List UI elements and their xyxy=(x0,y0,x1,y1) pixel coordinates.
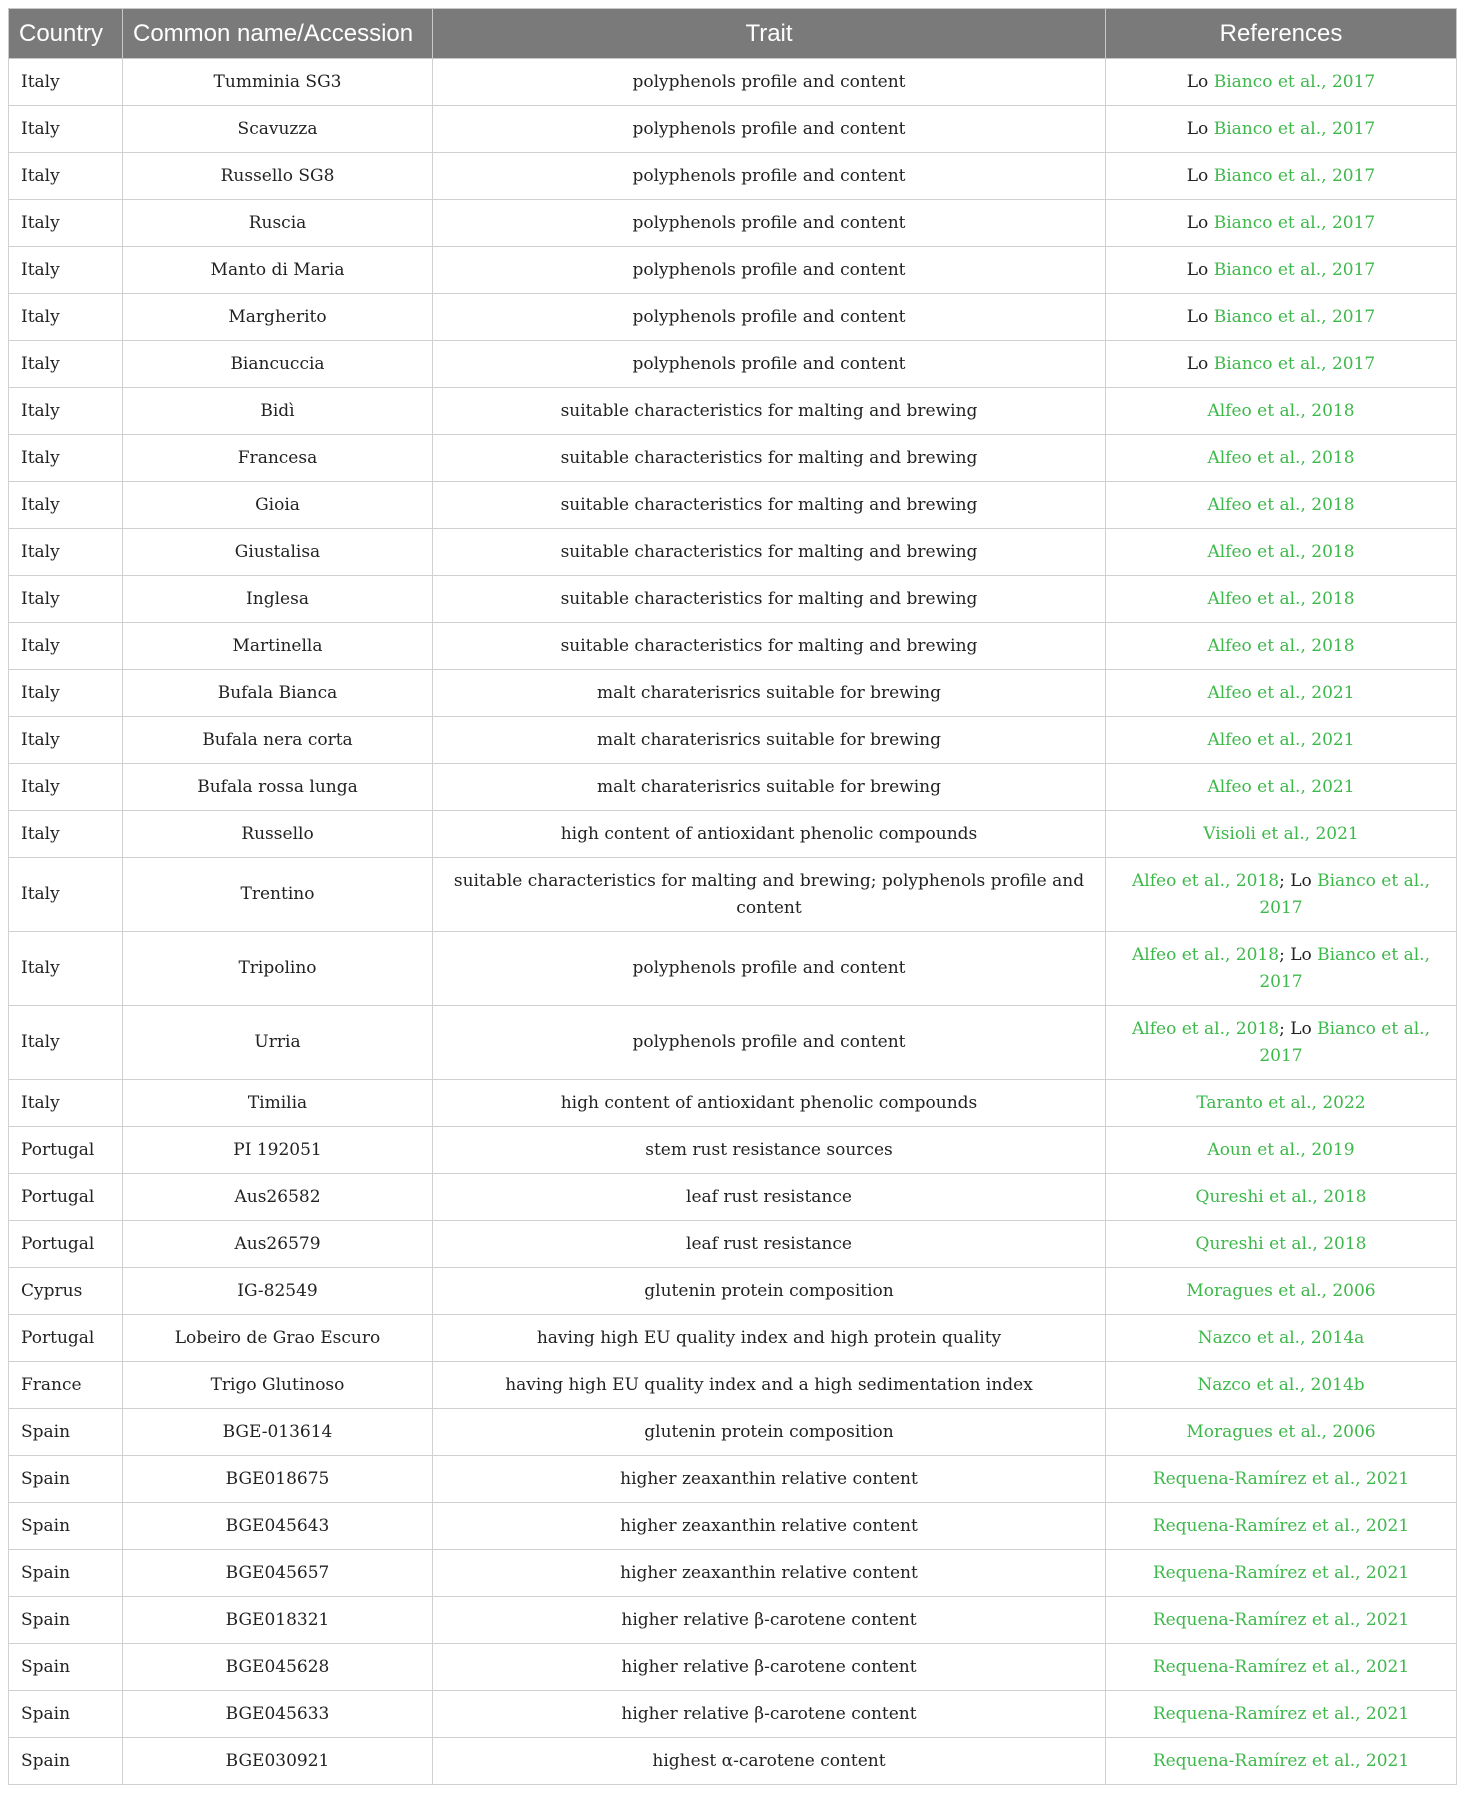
reference-link[interactable]: Bianco et al., 2017 xyxy=(1213,306,1376,327)
references-cell xyxy=(1106,1503,1457,1550)
accession-cell: Biancuccia xyxy=(123,341,433,388)
accession-cell: Timilia xyxy=(123,1080,433,1127)
country-cell: Italy xyxy=(9,717,123,764)
references-cell xyxy=(1106,1006,1457,1080)
accession-cell: Martinella xyxy=(123,623,433,670)
trait-cell: higher relative β-carotene content xyxy=(433,1644,1106,1691)
country-cell: Italy xyxy=(9,576,123,623)
table-row xyxy=(9,388,1457,435)
references-cell xyxy=(1106,388,1457,435)
country-cell: Portugal xyxy=(9,1315,123,1362)
trait-cell: glutenin protein composition xyxy=(433,1409,1106,1456)
reference-text: Lo xyxy=(1186,353,1214,374)
country-cell: Italy xyxy=(9,811,123,858)
table-container xyxy=(8,8,1456,1785)
country-cell: Italy xyxy=(9,529,123,576)
references-cell xyxy=(1106,529,1457,576)
reference-text: Lo xyxy=(1186,118,1214,139)
reference-link[interactable]: Alfeo et al., 2018 xyxy=(1207,400,1355,421)
trait-cell: highest α-carotene content xyxy=(433,1738,1106,1785)
country-cell: Spain xyxy=(9,1691,123,1738)
accession-cell: Giustalisa xyxy=(123,529,433,576)
table-row xyxy=(9,1738,1457,1785)
country-cell: Italy xyxy=(9,858,123,932)
table-row xyxy=(9,341,1457,388)
country-cell: Italy xyxy=(9,670,123,717)
references-cell xyxy=(1106,1080,1457,1127)
reference-text: ; Lo xyxy=(1279,1018,1318,1039)
table-row xyxy=(9,811,1457,858)
references-cell xyxy=(1106,482,1457,529)
trait-cell: higher zeaxanthin relative content xyxy=(433,1503,1106,1550)
country-cell: Italy xyxy=(9,153,123,200)
references-cell xyxy=(1106,1174,1457,1221)
accession-cell: BGE018675 xyxy=(123,1456,433,1503)
trait-cell: suitable characteristics for malting and brewing; polyphenols profile and content xyxy=(433,858,1106,932)
reference-link[interactable]: Alfeo et al., 2018 xyxy=(1207,447,1355,468)
references-cell xyxy=(1106,1409,1457,1456)
table-row xyxy=(9,200,1457,247)
country-cell: Italy xyxy=(9,247,123,294)
reference-link[interactable]: Bianco et al., 2017 xyxy=(1259,1018,1430,1066)
references-cell xyxy=(1106,341,1457,388)
trait-cell: suitable characteristics for malting and brewing xyxy=(433,576,1106,623)
trait-cell: higher zeaxanthin relative content xyxy=(433,1456,1106,1503)
references-cell xyxy=(1106,811,1457,858)
country-cell: Italy xyxy=(9,482,123,529)
country-cell: Italy xyxy=(9,623,123,670)
accession-cell: BGE045633 xyxy=(123,1691,433,1738)
reference-link[interactable]: Nazco et al., 2014b xyxy=(1197,1374,1365,1395)
accession-cell: Bidì xyxy=(123,388,433,435)
data-table xyxy=(8,8,1457,1785)
country-cell: Italy xyxy=(9,1080,123,1127)
accession-cell: Bufala rossa lunga xyxy=(123,764,433,811)
country-cell: Spain xyxy=(9,1644,123,1691)
country-cell: Italy xyxy=(9,106,123,153)
header-country: Country xyxy=(9,9,123,59)
references-cell xyxy=(1106,435,1457,482)
table-row xyxy=(9,623,1457,670)
reference-link[interactable]: Requena-Ramírez et al., 2021 xyxy=(1152,1562,1410,1583)
table-row xyxy=(9,670,1457,717)
references-cell xyxy=(1106,1268,1457,1315)
accession-cell: Lobeiro de Grao Escuro xyxy=(123,1315,433,1362)
reference-link[interactable]: Aoun et al., 2019 xyxy=(1207,1139,1355,1160)
reference-link[interactable]: Nazco et al., 2014a xyxy=(1197,1327,1365,1348)
accession-cell: Gioia xyxy=(123,482,433,529)
reference-link[interactable]: Alfeo et al., 2018 xyxy=(1132,1018,1280,1039)
country-cell: Spain xyxy=(9,1456,123,1503)
trait-cell: suitable characteristics for malting and brewing xyxy=(433,623,1106,670)
accession-cell: Bufala Bianca xyxy=(123,670,433,717)
reference-link[interactable]: Alfeo et al., 2021 xyxy=(1207,682,1355,703)
table-row xyxy=(9,1080,1457,1127)
accession-cell: PI 192051 xyxy=(123,1127,433,1174)
reference-link[interactable]: Alfeo et al., 2018 xyxy=(1207,635,1355,656)
country-cell: Portugal xyxy=(9,1127,123,1174)
accession-cell: Urria xyxy=(123,1006,433,1080)
table-row xyxy=(9,1409,1457,1456)
country-cell: Italy xyxy=(9,1006,123,1080)
trait-cell: polyphenols profile and content xyxy=(433,106,1106,153)
references-cell xyxy=(1106,1127,1457,1174)
table-header xyxy=(9,9,1457,59)
accession-cell: BGE045657 xyxy=(123,1550,433,1597)
reference-link[interactable]: Bianco et al., 2017 xyxy=(1213,259,1376,280)
references-cell xyxy=(1106,1221,1457,1268)
table-row xyxy=(9,1006,1457,1080)
reference-link[interactable]: Requena-Ramírez et al., 2021 xyxy=(1152,1656,1410,1677)
references-cell xyxy=(1106,1362,1457,1409)
reference-link[interactable]: Alfeo et al., 2018 xyxy=(1207,494,1355,515)
accession-cell: Francesa xyxy=(123,435,433,482)
references-cell xyxy=(1106,717,1457,764)
table-row xyxy=(9,482,1457,529)
trait-cell: polyphenols profile and content xyxy=(433,59,1106,106)
accession-cell: Scavuzza xyxy=(123,106,433,153)
trait-cell: suitable characteristics for malting and brewing xyxy=(433,482,1106,529)
table-row xyxy=(9,1456,1457,1503)
table-row xyxy=(9,1221,1457,1268)
table-row xyxy=(9,717,1457,764)
table-row xyxy=(9,764,1457,811)
trait-cell: malt charaterisrics suitable for brewing xyxy=(433,764,1106,811)
header-accession: Common name/Accession xyxy=(123,9,433,59)
trait-cell: high content of antioxidant phenolic compounds xyxy=(433,1080,1106,1127)
reference-text: Lo xyxy=(1186,212,1214,233)
reference-link[interactable]: Visioli et al., 2021 xyxy=(1203,823,1359,844)
table-row xyxy=(9,932,1457,1006)
country-cell: Portugal xyxy=(9,1174,123,1221)
references-cell xyxy=(1106,153,1457,200)
accession-cell: Bufala nera corta xyxy=(123,717,433,764)
country-cell: Spain xyxy=(9,1597,123,1644)
references-cell xyxy=(1106,858,1457,932)
table-row xyxy=(9,1644,1457,1691)
references-cell xyxy=(1106,1691,1457,1738)
reference-link[interactable]: Requena-Ramírez et al., 2021 xyxy=(1152,1750,1410,1771)
header-row xyxy=(9,9,1457,59)
reference-link[interactable]: Alfeo et al., 2021 xyxy=(1207,776,1355,797)
trait-cell: polyphenols profile and content xyxy=(433,932,1106,1006)
trait-cell: polyphenols profile and content xyxy=(433,341,1106,388)
table-row xyxy=(9,247,1457,294)
accession-cell: Aus26579 xyxy=(123,1221,433,1268)
trait-cell: higher relative β-carotene content xyxy=(433,1597,1106,1644)
reference-link[interactable]: Bianco et al., 2017 xyxy=(1259,944,1430,992)
references-cell xyxy=(1106,670,1457,717)
table-row xyxy=(9,106,1457,153)
table-row xyxy=(9,1127,1457,1174)
reference-link[interactable]: Bianco et al., 2017 xyxy=(1213,71,1376,92)
reference-link[interactable]: Requena-Ramírez et al., 2021 xyxy=(1152,1468,1410,1489)
country-cell: Italy xyxy=(9,59,123,106)
reference-link[interactable]: Alfeo et al., 2018 xyxy=(1207,541,1355,562)
reference-text: Lo xyxy=(1186,259,1214,280)
country-cell: Italy xyxy=(9,764,123,811)
references-cell xyxy=(1106,106,1457,153)
country-cell: Italy xyxy=(9,200,123,247)
table-row xyxy=(9,294,1457,341)
trait-cell: polyphenols profile and content xyxy=(433,1006,1106,1080)
reference-link[interactable]: Bianco et al., 2017 xyxy=(1213,118,1376,139)
table-row xyxy=(9,1503,1457,1550)
country-cell: Spain xyxy=(9,1409,123,1456)
references-cell xyxy=(1106,576,1457,623)
trait-cell: having high EU quality index and high protein quality xyxy=(433,1315,1106,1362)
reference-text: ; Lo xyxy=(1279,944,1318,965)
accession-cell: BGE045628 xyxy=(123,1644,433,1691)
header-trait: Trait xyxy=(433,9,1106,59)
country-cell: Italy xyxy=(9,294,123,341)
reference-link[interactable]: Bianco et al., 2017 xyxy=(1213,212,1376,233)
references-cell xyxy=(1106,1644,1457,1691)
trait-cell: leaf rust resistance xyxy=(433,1221,1106,1268)
country-cell: Spain xyxy=(9,1738,123,1785)
trait-cell: suitable characteristics for malting and brewing xyxy=(433,388,1106,435)
accession-cell: Trentino xyxy=(123,858,433,932)
table-row xyxy=(9,1597,1457,1644)
accession-cell: BGE018321 xyxy=(123,1597,433,1644)
references-cell xyxy=(1106,294,1457,341)
table-row xyxy=(9,576,1457,623)
references-cell xyxy=(1106,1315,1457,1362)
country-cell: France xyxy=(9,1362,123,1409)
trait-cell: glutenin protein composition xyxy=(433,1268,1106,1315)
accession-cell: Manto di Maria xyxy=(123,247,433,294)
country-cell: Italy xyxy=(9,341,123,388)
trait-cell: higher zeaxanthin relative content xyxy=(433,1550,1106,1597)
reference-link[interactable]: Alfeo et al., 2018 xyxy=(1132,870,1280,891)
table-row xyxy=(9,858,1457,932)
country-cell: Italy xyxy=(9,435,123,482)
accession-cell: Inglesa xyxy=(123,576,433,623)
table-row xyxy=(9,1174,1457,1221)
trait-cell: malt charaterisrics suitable for brewing xyxy=(433,717,1106,764)
accession-cell: Russello xyxy=(123,811,433,858)
reference-text: Lo xyxy=(1186,165,1214,186)
references-cell xyxy=(1106,59,1457,106)
country-cell: Cyprus xyxy=(9,1268,123,1315)
reference-link[interactable]: Taranto et al., 2022 xyxy=(1196,1092,1366,1113)
country-cell: Portugal xyxy=(9,1221,123,1268)
accession-cell: Ruscia xyxy=(123,200,433,247)
accession-cell: Aus26582 xyxy=(123,1174,433,1221)
table-row xyxy=(9,1550,1457,1597)
country-cell: Italy xyxy=(9,388,123,435)
references-cell xyxy=(1106,764,1457,811)
table-row xyxy=(9,59,1457,106)
reference-link[interactable]: Qureshi et al., 2018 xyxy=(1195,1233,1367,1254)
trait-cell: polyphenols profile and content xyxy=(433,200,1106,247)
references-cell xyxy=(1106,623,1457,670)
accession-cell: IG-82549 xyxy=(123,1268,433,1315)
table-row xyxy=(9,1315,1457,1362)
reference-link[interactable]: Qureshi et al., 2018 xyxy=(1195,1186,1367,1207)
references-cell xyxy=(1106,200,1457,247)
accession-cell: Trigo Glutinoso xyxy=(123,1362,433,1409)
reference-link[interactable]: Bianco et al., 2017 xyxy=(1213,165,1376,186)
reference-link[interactable]: Requena-Ramírez et al., 2021 xyxy=(1152,1703,1410,1724)
reference-link[interactable]: Moragues et al., 2006 xyxy=(1186,1421,1376,1442)
country-cell: Spain xyxy=(9,1503,123,1550)
reference-link[interactable]: Alfeo et al., 2021 xyxy=(1207,729,1355,750)
reference-link[interactable]: Requena-Ramírez et al., 2021 xyxy=(1152,1609,1410,1630)
accession-cell: BGE-013614 xyxy=(123,1409,433,1456)
reference-link[interactable]: Alfeo et al., 2018 xyxy=(1207,588,1355,609)
accession-cell: BGE030921 xyxy=(123,1738,433,1785)
trait-cell: suitable characteristics for malting and brewing xyxy=(433,435,1106,482)
table-row xyxy=(9,1362,1457,1409)
reference-link[interactable]: Moragues et al., 2006 xyxy=(1186,1280,1376,1301)
header-references: References xyxy=(1106,9,1457,59)
accession-cell: Tumminia SG3 xyxy=(123,59,433,106)
reference-link[interactable]: Alfeo et al., 2018 xyxy=(1132,944,1280,965)
accession-cell: BGE045643 xyxy=(123,1503,433,1550)
table-body xyxy=(9,59,1457,1785)
trait-cell: stem rust resistance sources xyxy=(433,1127,1106,1174)
references-cell xyxy=(1106,1738,1457,1785)
table-row xyxy=(9,529,1457,576)
reference-link[interactable]: Requena-Ramírez et al., 2021 xyxy=(1152,1515,1410,1536)
trait-cell: high content of antioxidant phenolic compounds xyxy=(433,811,1106,858)
country-cell: Spain xyxy=(9,1550,123,1597)
table-row xyxy=(9,435,1457,482)
trait-cell: malt charaterisrics suitable for brewing xyxy=(433,670,1106,717)
references-cell xyxy=(1106,247,1457,294)
trait-cell: higher relative β-carotene content xyxy=(433,1691,1106,1738)
table-row xyxy=(9,1268,1457,1315)
trait-cell: polyphenols profile and content xyxy=(433,153,1106,200)
reference-text: Lo xyxy=(1186,306,1214,327)
references-cell xyxy=(1106,1550,1457,1597)
table-row xyxy=(9,153,1457,200)
reference-link[interactable]: Bianco et al., 2017 xyxy=(1213,353,1376,374)
trait-cell: suitable characteristics for malting and brewing xyxy=(433,529,1106,576)
reference-text: Lo xyxy=(1186,71,1214,92)
trait-cell: polyphenols profile and content xyxy=(433,247,1106,294)
references-cell xyxy=(1106,1456,1457,1503)
table-row xyxy=(9,1691,1457,1738)
trait-cell: leaf rust resistance xyxy=(433,1174,1106,1221)
country-cell: Italy xyxy=(9,932,123,1006)
references-cell xyxy=(1106,932,1457,1006)
reference-text: ; Lo xyxy=(1279,870,1318,891)
accession-cell: Margherito xyxy=(123,294,433,341)
reference-link[interactable]: Bianco et al., 2017 xyxy=(1259,870,1430,918)
trait-cell: polyphenols profile and content xyxy=(433,294,1106,341)
accession-cell: Russello SG8 xyxy=(123,153,433,200)
references-cell xyxy=(1106,1597,1457,1644)
trait-cell: having high EU quality index and a high sedimentation index xyxy=(433,1362,1106,1409)
accession-cell: Tripolino xyxy=(123,932,433,1006)
